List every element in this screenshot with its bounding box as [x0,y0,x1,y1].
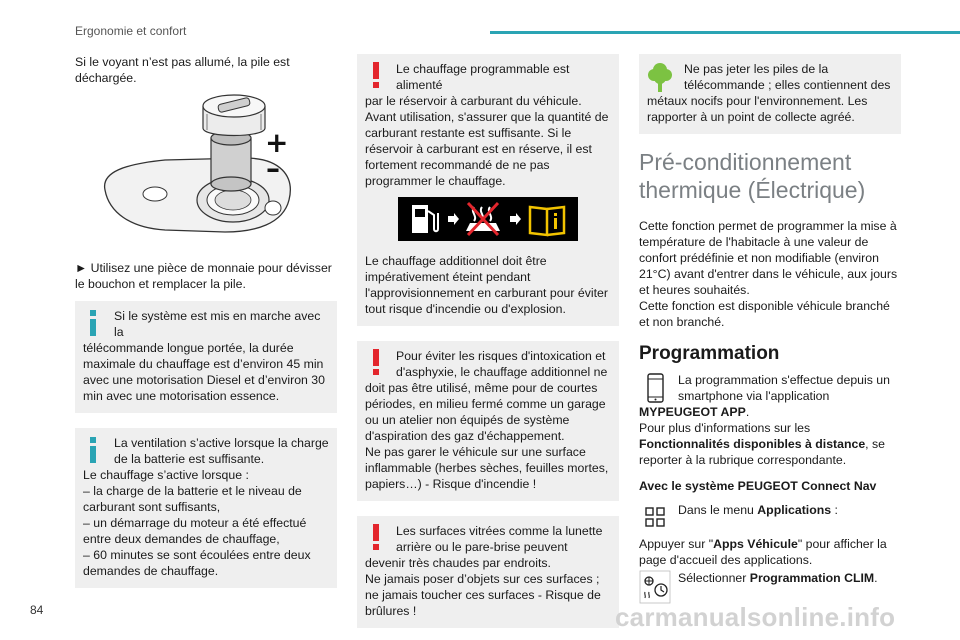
info-box-text: de la batterie est suffisante. [114,452,265,466]
page-number: 84 [30,603,44,617]
smartphone-line [639,372,901,404]
remote-battery-illustration [75,92,337,250]
info-box-paragraph: Le chauffage s’active lorsque : [83,468,249,482]
column-3 [639,54,901,602]
warning-icon [373,524,379,550]
list-item: – la charge de la batterie et le niveau de carburant sont suffisants, [83,484,302,514]
warning-box-glass-surfaces [357,516,619,628]
section-title: Pré-conditionnement thermique (Électrique) [639,149,866,203]
arrow-right-icon [448,213,459,225]
nav-system-title: Avec le système PEUGEOT Connect Nav [639,479,877,493]
warning-box-intoxication [357,341,619,501]
warning-box-paragraph: Le chauffage additionnel doit être impérativement éteint pendant l'approvisionnement en carburant pour éviter tout risque d'incendie ou d'explosion. [365,254,608,316]
applications-menu-line [639,502,901,534]
info-box-first-line: Si le système est mis en marche avec la [114,309,321,339]
section-paragraph: Cette fonction est disponible véhicule branché et non branché. [639,299,890,329]
environment-box-first-line: Ne pas jeter les piles de la [684,62,829,76]
column-2 [357,54,619,640]
info-box-longue-portee [75,301,337,413]
apps-vehicule-text: Appuyer sur "Apps Véhicule" pour afficher la page d'accueil des applications. [639,537,887,567]
programmation-more-info: Pour plus d'informations sur les Fonctionnalités disponibles à distance, se reporter à la rubrique correspondante. [639,421,885,467]
environment-box [639,54,901,134]
warning-box-first-line: Le chauffage programmable est alimenté [396,62,570,92]
programmation-text-line1: La programmation s'effectue depuis un [678,373,890,387]
coin-instruction-text: ► Utilisez une pièce de monnaie pour dévisser le bouchon et remplacer la pile. [75,261,332,291]
warning-box-paragraph: Ne jamais poser d’objets sur ces surfaces ; ne jamais toucher ces surfaces - Risque de brûlures ! [365,572,601,618]
header-title: Ergonomie et confort [75,24,187,38]
info-box-ventilation [75,428,337,588]
refuel-pictograms [398,197,578,241]
programmation-title: Programmation [639,343,780,364]
header-accent-bar [490,31,960,34]
heater-off-icon [466,203,500,235]
warning-icon [373,62,379,88]
climate-timer-icon [639,570,671,604]
arrow-right-icon [510,213,521,225]
minus-sign: – [266,152,280,185]
manual-book-icon [530,207,564,235]
programmation-clim-text: Sélectionner Programmation CLIM. [678,571,878,585]
battery-intro-text: Si le voyant n’est pas allumé, la pile est déchargée. [75,55,290,85]
info-icon [90,437,96,463]
column-1 [75,54,337,601]
tree-icon [647,61,673,93]
list-item: – 60 minutes se sont écoulées entre deux demandes de chauffage. [83,548,311,578]
warning-box-first-line: Les surfaces vitrées comme la lunette [396,524,603,538]
smartphone-icon [639,372,671,406]
programmation-text-line2: smartphone via l'application [678,389,830,403]
section-paragraph: Cette fonction permet de programmer la mise à température de l'habitacle à une valeur de confort prédéfinie et non modifiable (environ 21°C) avant d'entrer dans le véhicule, aux jours et heures souhaités. [639,219,898,297]
warning-box-paragraph: Ne pas garer le véhicule sur une surface inflammable (herbes sèches, feuilles mortes, papiers…) - Risque d'incendie ! [365,445,609,491]
applications-menu-text: Dans le menu Applications : [678,503,838,517]
warning-box-text: arrière ou le pare-brise peuvent devenir très chaudes par endroits. [365,540,568,570]
plus-sign: + [265,126,289,159]
info-icon [90,310,96,336]
app-name: MYPEUGEOT APP [639,405,746,419]
programmation-clim-line [639,570,901,602]
info-box-first-line: La ventilation s’active lorsque la charge [114,436,329,450]
warning-box-fuel [357,54,619,326]
programmation-app-line: MYPEUGEOT APP. [639,405,750,419]
warning-box-first-line: Pour éviter les risques d'intoxication et [396,349,606,363]
warning-icon [373,349,379,375]
info-box-text: télécommande longue portée, la durée maximale du chauffage est d’environ 45 min avec une motorisation Diesel et d’environ 30 min avec une motorisation essence. [83,341,325,403]
warning-box-paragraph: Avant utilisation, s'assurer que la quantité de carburant restante est suffisante. Si le réservoir à carburant est en réserve, il est fortement recommandé de ne pas programmer le chauffage. [365,110,609,188]
warning-box-text: d'asphyxie, le chauffage additionnel ne doit pas être utilisé, même pour de courtes périodes, en milieu fermé comme un garage ou un atelier non équipés de système d'aspiration des gaz d'échappement. [365,365,608,443]
applications-grid-icon [639,502,671,536]
list-item: – un démarrage du moteur a été effectué entre deux demandes de chauffage, [83,516,307,546]
environment-box-text: télécommande ; elles contiennent des métaux nocifs pour l'environnement. Les rapporter à un point de collecte agréé. [647,78,891,124]
warning-box-text: par le réservoir à carburant du véhicule. [365,94,582,108]
watermark: carmanualsonline.info [615,602,896,632]
fuel-pump-icon [412,205,438,233]
